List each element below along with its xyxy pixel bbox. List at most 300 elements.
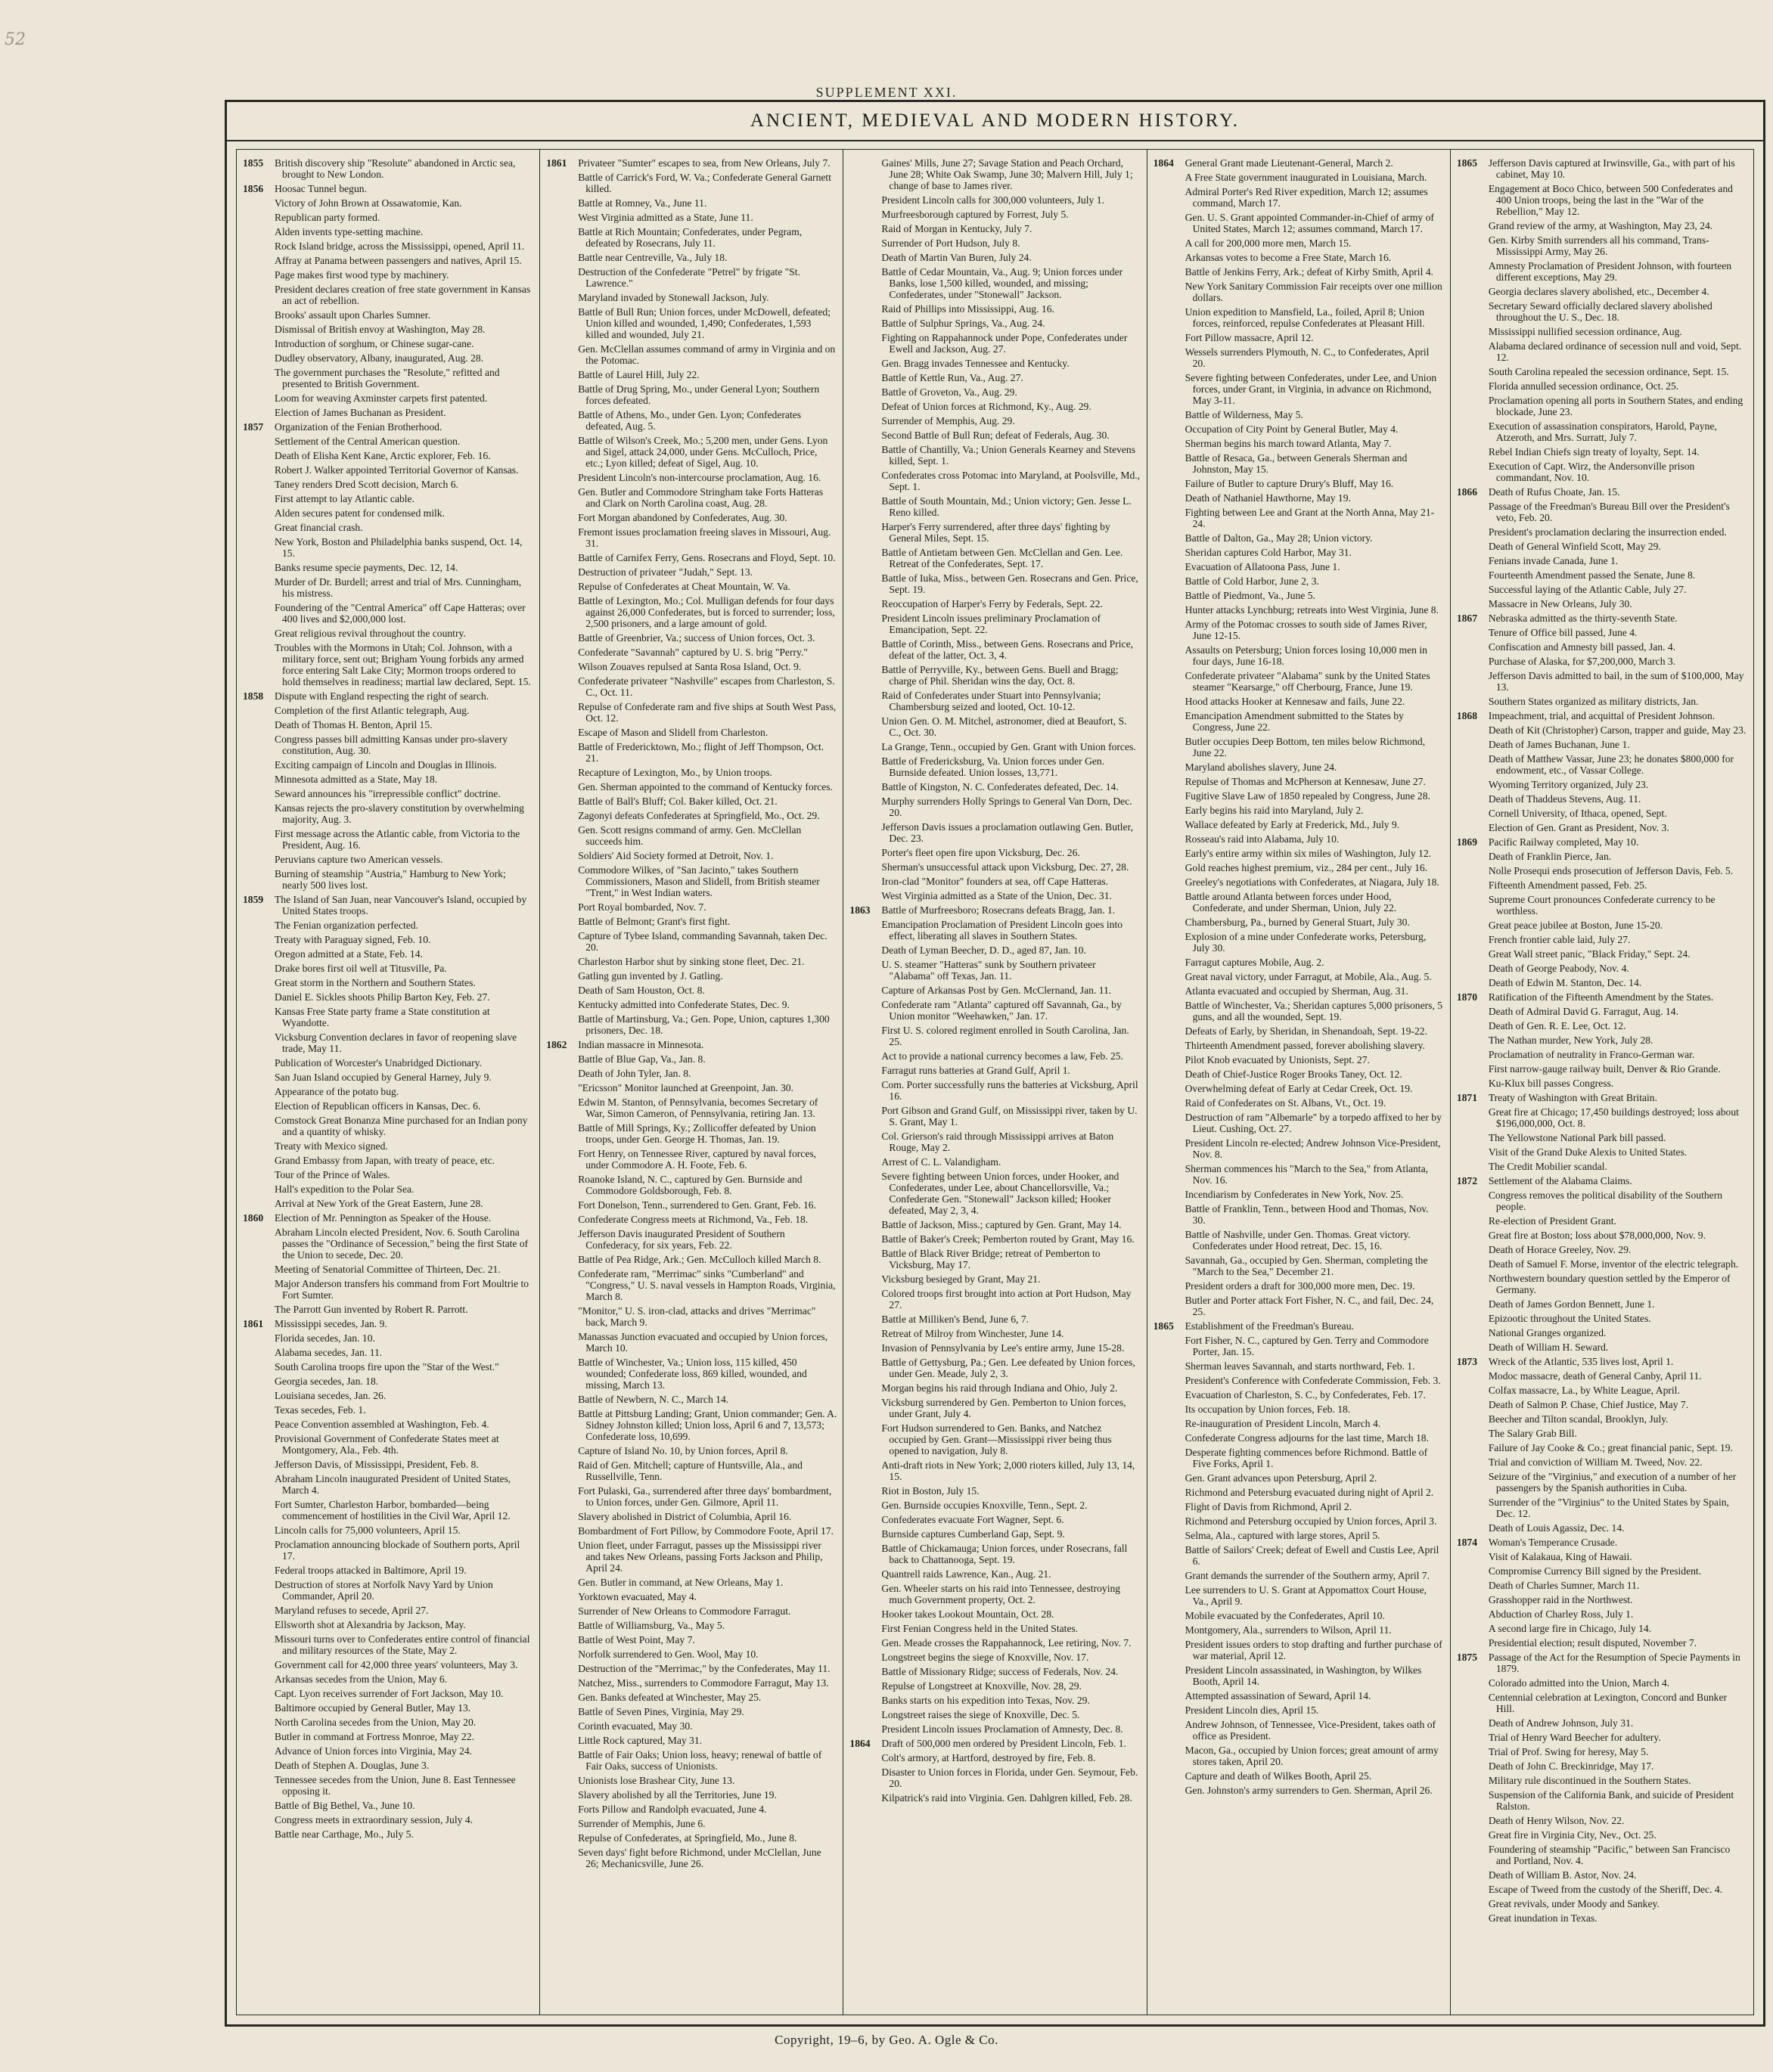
entry-text: Draft of 500,000 men ordered by President Lincoln, Feb. 1. [881, 1738, 1126, 1749]
entry-text: Great Wall street panic, "Black Friday," Sept. 24. [1488, 948, 1691, 960]
timeline-entry [1154, 1418, 1444, 1429]
timeline-entry [1154, 590, 1444, 601]
entry-text: Battle of Sailors' Creek; defeat of Ewell and Custis Lee, April 6. [1185, 1544, 1439, 1567]
timeline-entry [243, 255, 533, 266]
entry-text: Great fire at Chicago; 17,450 buildings destroyed; loss about $196,000,000, Oct. 8. [1488, 1106, 1739, 1129]
timeline-entry [849, 1608, 1140, 1620]
entry-text: Battle of Cedar Mountain, Va., Aug. 9; Union forces under Banks, lose 1,500 killed, wounded, and missing; Confederates, under "Stonewall" Jackson. [881, 266, 1123, 300]
entry-text: The Credit Mobilier scandal. [1488, 1161, 1607, 1172]
entry-text: Yorktown evacuated, May 4. [578, 1591, 697, 1602]
timeline-entry [849, 1342, 1140, 1354]
entry-text: Roanoke Island, N. C., captured by Gen. Burnside and Commodore Goldsborough, Feb. 8. [578, 1174, 803, 1196]
entry-text: Gen. Banks defeated at Winchester, May 25. [578, 1692, 762, 1703]
entry-text: Longstreet raises the siege of Knoxville, Dec. 5. [881, 1709, 1080, 1720]
entry-text: Longstreet begins the siege of Knoxville, Nov. 17. [881, 1652, 1089, 1663]
timeline-entry [243, 1633, 533, 1656]
timeline-entry [849, 847, 1140, 858]
timeline-entry [1457, 808, 1747, 819]
timeline-entry [243, 1100, 533, 1112]
entry-text: Georgia secedes, Jan. 18. [275, 1376, 379, 1387]
timeline-entry [1154, 891, 1444, 913]
timeline-entry [849, 430, 1140, 441]
timeline-entry [1154, 1639, 1444, 1661]
entry-text: Burning of steamship "Austria," Hamburg to New York; nearly 500 lives lost. [275, 868, 506, 891]
entry-text: Battle of Kingston, N. C. Confederates defeated, Dec. 14. [881, 781, 1119, 793]
entry-text: Death of General Winfield Scott, May 29. [1488, 541, 1661, 552]
entry-text: Escape of Tweed from the custody of the Sheriff, Dec. 4. [1488, 1884, 1723, 1895]
entry-text: Battle of Winchester, Va.; Sheridan captures 5,000 prisoners, 5 guns, and all the wounded, Sept. 19. [1185, 1000, 1443, 1022]
entry-text: Burnside captures Cumberland Gap, Sept. 9. [881, 1528, 1065, 1540]
entry-text: Destruction of ram "Albemarle" by a torpedo affixed to her by Lieut. Cushing, Oct. 27. [1185, 1112, 1442, 1134]
entry-year: 1862 [546, 1039, 567, 1050]
entry-text: Evacuation of Charleston, S. C., by Confederates, Feb. 17. [1185, 1389, 1426, 1400]
timeline-entry [1457, 1063, 1747, 1075]
timeline-entry [243, 1031, 533, 1054]
timeline-entry [849, 332, 1140, 355]
timeline-entry [546, 1053, 837, 1065]
entry-text: Repulse of Longstreet at Knoxville, Nov. 28, 29. [881, 1680, 1082, 1692]
timeline-entry [546, 1804, 837, 1815]
entry-text: Appearance of the potato bug. [275, 1086, 399, 1097]
timeline-entry [1457, 461, 1747, 483]
timeline-entry [243, 309, 533, 321]
timeline-entry [1457, 1006, 1747, 1017]
timeline-entry [546, 796, 837, 807]
timeline-entry [243, 522, 533, 533]
timeline-entry [546, 1357, 837, 1391]
timeline-entry [1154, 1785, 1444, 1796]
entry-text: Fugitive Slave Law of 1850 repealed by Congress, June 28. [1185, 790, 1430, 802]
timeline-entry [243, 367, 533, 389]
entry-text: Woman's Temperance Crusade. [1488, 1537, 1618, 1548]
entry-text: Great inundation in Texas. [1488, 1912, 1598, 1924]
timeline-entry [1457, 865, 1747, 876]
timeline-entry [849, 598, 1140, 610]
entry-year: 1869 [1456, 836, 1477, 848]
timeline-entry [1457, 157, 1747, 180]
timeline-entry [243, 734, 533, 756]
timeline-entry [546, 1735, 837, 1746]
entry-text: Trial and conviction of William M. Tweed, Nov. 22. [1488, 1456, 1703, 1468]
timeline-entry [1457, 1522, 1747, 1534]
timeline-entry [849, 1459, 1140, 1482]
entry-text: Jefferson Davis admitted to bail, in the sum of $100,000, May 13. [1488, 670, 1744, 693]
timeline-entry [546, 1096, 837, 1119]
timeline-entry [1154, 876, 1444, 888]
timeline-entry [1154, 1255, 1444, 1277]
timeline-column [1147, 150, 1451, 2015]
timeline-entry [243, 690, 533, 702]
entry-text: Death of Admiral David G. Farragut, Aug. 14. [1488, 1006, 1678, 1017]
timeline-entry [1154, 547, 1444, 558]
entry-text: Battle of Franklin, Tenn., between Hood and Thomas, Nov. 30. [1185, 1203, 1429, 1226]
entry-text: Death of Louis Agassiz, Dec. 14. [1488, 1522, 1625, 1534]
entry-text: Slavery abolished by all the Territories, June 19. [578, 1789, 777, 1801]
entry-text: Death of Horace Greeley, Nov. 29. [1488, 1244, 1632, 1255]
timeline-entry [849, 959, 1140, 982]
timeline-entry [1457, 779, 1747, 790]
entry-text: Fort Fisher, N. C., captured by Gen. Terry and Commodore Porter, Jan. 15. [1185, 1335, 1429, 1357]
timeline-entry [243, 1227, 533, 1261]
entry-text: Battle of West Point, May 7. [578, 1634, 695, 1646]
timeline-entry [1457, 395, 1747, 417]
entry-text: Surrender of the "Virginius" to the United States by Spain, Dec. 12. [1488, 1497, 1729, 1519]
entry-text: Pilot Knob evacuated by Unionists, Sept. 27. [1185, 1054, 1370, 1065]
entry-text: Battle of Black River Bridge; retreat of Pemberton to Vicksburg, May 17. [881, 1248, 1101, 1270]
timeline-entry [546, 1214, 837, 1225]
timeline-entry [1154, 1163, 1444, 1186]
entry-text: The Salary Grab Bill. [1488, 1428, 1577, 1439]
entry-text: Union expedition to Mansfield, La., foiled, April 8; Union forces, reinforced, repulse Confederates at Pleasant Hill. [1185, 306, 1425, 329]
entry-text: Little Rock captured, May 31. [578, 1735, 703, 1746]
entry-text: Richmond and Petersburg occupied by Union forces, April 3. [1185, 1515, 1437, 1527]
timeline-entry [243, 1579, 533, 1602]
timeline-entry [546, 1525, 837, 1537]
timeline-entry [1154, 1447, 1444, 1469]
timeline-entry [1154, 1097, 1444, 1109]
timeline-entry [1154, 819, 1444, 830]
entry-text: Presidential election; result disputed, November 7. [1488, 1637, 1697, 1649]
timeline-entry [1154, 372, 1444, 406]
entry-text: Atlanta evacuated and occupied by Sherman, Aug. 31. [1185, 985, 1408, 997]
entry-text: First attempt to lay Atlantic cable. [275, 493, 415, 504]
entry-text: Treaty with Paraguay signed, Feb. 10. [275, 934, 431, 945]
entry-text: Ellsworth shot at Alexandria by Jackson, May. [275, 1619, 466, 1630]
entry-year: 1867 [1456, 613, 1477, 624]
entry-text: Dudley observatory, Albany, inaugurated, Aug. 28. [275, 352, 484, 364]
entry-text: Hall's expedition to the Polar Sea. [275, 1183, 415, 1195]
timeline-entry [546, 343, 837, 366]
timeline-entry [243, 977, 533, 988]
entry-text: Jefferson Davis inaugurated President of Southern Confederacy, for six years, Feb. 22. [578, 1228, 785, 1251]
timeline-entry [243, 576, 533, 599]
entry-text: Invasion of Pennsylvania by Lee's entire army, June 15-28. [881, 1342, 1125, 1354]
entry-text: Introduction of sorghum, or Chinese sugar-cane. [275, 338, 474, 349]
timeline-entry [1154, 957, 1444, 968]
entry-text: Battle of Belmont; Grant's first fight. [578, 916, 731, 927]
entry-text: Chambersburg, Pa., burned by General Stuart, July 30. [1185, 917, 1410, 928]
timeline-entry [243, 788, 533, 799]
timeline-entry [243, 1829, 533, 1840]
entry-text: Page makes first wood type by machinery. [275, 269, 449, 281]
entry-text: Capture of Arkansas Post by Gen. McClernand, Jan. 11. [881, 985, 1112, 996]
entry-text: Battle of Missionary Ridge; success of Federals, Nov. 24. [881, 1666, 1119, 1677]
timeline-entry [1457, 1244, 1747, 1255]
timeline-entry [1154, 452, 1444, 475]
timeline-entry [243, 1376, 533, 1387]
timeline-entry [243, 269, 533, 281]
entry-text: Fighting between Lee and Grant at the North Anna, May 21-24. [1185, 507, 1435, 529]
entry-text: Defeat of Union forces at Richmond, Ky., Aug. 29. [881, 401, 1091, 412]
entry-text: New York, Boston and Philadelphia banks suspend, Oct. 14, 15. [275, 536, 523, 559]
entry-text: Death of Nathaniel Hawthorne, May 19. [1185, 492, 1351, 504]
timeline-entry [849, 547, 1140, 569]
timeline-entry [849, 266, 1140, 300]
timeline-entry [1457, 1413, 1747, 1425]
timeline-entry [849, 386, 1140, 398]
entry-text: Destruction of stores at Norfolk Navy Yard by Union Commander, April 20. [275, 1579, 493, 1602]
entry-text: Abraham Lincoln inaugurated President of United States, March 4. [275, 1473, 511, 1496]
timeline-entry [849, 690, 1140, 712]
entry-text: Greeley's negotiations with Confederates, at Niagara, July 18. [1185, 876, 1439, 888]
timeline-entry [243, 1731, 533, 1742]
entry-text: Raid of Morgan in Kentucky, July 7. [881, 223, 1032, 234]
timeline-entry [1457, 1106, 1747, 1129]
timeline-entry [849, 1382, 1140, 1394]
timeline-entry [849, 944, 1140, 956]
entry-text: Hoosac Tunnel begun. [275, 183, 367, 194]
timeline-entry [849, 1514, 1140, 1525]
entry-text: Battle near Carthage, Mo., July 5. [275, 1829, 414, 1840]
entry-text: Repulse of Thomas and McPherson at Kennesaw, June 27. [1185, 776, 1426, 787]
timeline-entry [1154, 575, 1444, 587]
timeline-entry [1457, 286, 1747, 297]
entry-text: President Lincoln re-elected; Andrew Johnson Vice-President, Nov. 8. [1185, 1137, 1441, 1160]
timeline-entry [243, 1800, 533, 1811]
timeline-entry [1457, 1313, 1747, 1324]
timeline-entry [1154, 1335, 1444, 1357]
timeline-entry [546, 647, 837, 658]
entry-text: Vicksburg Convention declares in favor of reopening slave trade, May 11. [275, 1031, 517, 1054]
timeline-entry [546, 1692, 837, 1703]
timeline-entry [849, 318, 1140, 329]
timeline-entry [1457, 1020, 1747, 1031]
timeline-entry [1457, 851, 1747, 862]
timeline-entry [1457, 598, 1747, 610]
timeline-entry [1457, 326, 1747, 337]
timeline-entry [546, 252, 837, 263]
timeline-entry [546, 956, 837, 967]
entry-text: President Lincoln issues preliminary Proclamation of Emancipation, Sept. 22. [881, 613, 1101, 635]
entry-text: Battle of Fair Oaks; Union loss, heavy; renewal of battle of Fair Oaks, success of Unionists. [578, 1749, 822, 1772]
timeline-entry [243, 197, 533, 209]
entry-text: Morgan begins his raid through Indiana and Ohio, July 2. [881, 1382, 1118, 1394]
timeline-entry [1457, 526, 1747, 538]
timeline-columns [237, 150, 1753, 2015]
entry-text: The Yellowstone National Park bill passed. [1488, 1132, 1666, 1143]
timeline-entry [243, 562, 533, 573]
timeline-entry [1154, 1040, 1444, 1051]
entry-text: Battle of Resaca, Ga., between Generals Sherman and Johnston, May 15. [1185, 452, 1408, 475]
entry-text: Capture of Island No. 10, by Union forces, April 8. [578, 1445, 788, 1456]
timeline-entry [849, 415, 1140, 426]
entry-text: Florida secedes, Jan. 10. [275, 1332, 375, 1344]
entry-text: Death of Elisha Kent Kane, Arctic explorer, Feb. 16. [275, 450, 491, 461]
timeline-entry [243, 1619, 533, 1630]
entry-text: South Carolina troops fire upon the "Star of the West." [275, 1361, 499, 1373]
timeline-entry [1457, 1869, 1747, 1881]
timeline-entry [1154, 1704, 1444, 1716]
timeline-entry [1457, 1327, 1747, 1338]
timeline-entry [849, 223, 1140, 234]
entry-text: Death of Martin Van Buren, July 24. [881, 252, 1032, 263]
timeline-entry [849, 237, 1140, 249]
timeline-entry [849, 638, 1140, 661]
timeline-entry [1154, 862, 1444, 873]
entry-text: Battle of Bull Run; Union forces, under McDowell, defeated; Union killed and wounded, 1,490; Confederates, 1,593 killed and wounded, July 21. [578, 306, 831, 340]
timeline-entry [546, 1228, 837, 1251]
timeline-entry [849, 904, 1140, 916]
timeline-entry [243, 536, 533, 559]
entry-text: Reoccupation of Harper's Ferry by Federals, Sept. 22. [881, 598, 1103, 610]
timeline-entry [243, 1006, 533, 1028]
timeline-entry [546, 1511, 837, 1522]
entry-text: Vicksburg surrendered by Gen. Pemberton to Union forces, under Grant, July 4. [881, 1397, 1126, 1419]
entry-year: 1864 [1153, 157, 1174, 169]
entry-text: Mobile evacuated by the Confederates, April 10. [1185, 1610, 1385, 1621]
timeline-entry [1457, 894, 1747, 917]
timeline-entry [546, 781, 837, 793]
entry-text: Impeachment, trial, and acquittal of President Johnson. [1488, 710, 1716, 721]
timeline-entry [546, 172, 837, 194]
timeline-entry [1457, 1580, 1747, 1591]
timeline-entry [1154, 507, 1444, 529]
entry-text: Battle of Jackson, Miss.; captured by Gen. Grant, May 14. [881, 1219, 1122, 1230]
timeline-entry [1457, 1789, 1747, 1812]
timeline-entry [546, 409, 837, 432]
entry-text: Great financial crash. [275, 522, 363, 533]
entry-text: Provisional Government of Confederate States meet at Montgomery, Ala., Feb. 4th. [275, 1433, 499, 1456]
entry-text: Its occupation by Union forces, Feb. 18. [1185, 1404, 1351, 1415]
entry-text: Surrender of Port Hudson, July 8. [881, 237, 1020, 249]
entry-text: New York Sanitary Commission Fair receipts over one million dollars. [1185, 281, 1442, 303]
entry-text: Savannah, Ga., occupied by Gen. Sherman, completing the "March to the Sea," December 21. [1185, 1255, 1428, 1277]
entry-text: Indian massacre in Minnesota. [578, 1039, 704, 1050]
timeline-entry [849, 209, 1140, 220]
entry-text: Occupation of City Point by General Butler, May 4. [1185, 423, 1399, 435]
timeline-entry [1154, 917, 1444, 928]
timeline-entry [849, 1131, 1140, 1153]
entry-text: Battle of Lexington, Mo.; Col. Mulligan defends for four days against 26,000 Confederates, but is forced to surrender; loss, 2,500 prisoners, and a large amount of gold. [578, 595, 835, 629]
timeline-entry [1154, 1189, 1444, 1200]
entry-text: North Carolina secedes from the Union, May 20. [275, 1717, 477, 1728]
timeline-entry [243, 1115, 533, 1137]
entry-text: Death of Samuel F. Morse, inventor of the electric telegraph. [1488, 1258, 1739, 1270]
entry-text: General Grant made Lieutenant-General, March 2. [1185, 157, 1393, 169]
entry-text: Government call for 42,000 three years' volunteers, May 3. [275, 1659, 518, 1670]
timeline-entry [849, 1792, 1140, 1804]
timeline-entry [1154, 761, 1444, 773]
entry-text: Gen. Johnston's army surrenders to Gen. Sherman, April 26. [1185, 1785, 1433, 1796]
timeline-entry [1154, 1472, 1444, 1484]
entry-text: Murfreesborough captured by Forrest, July 5. [881, 209, 1069, 220]
entry-text: National Granges organized. [1488, 1327, 1607, 1338]
entry-text: Re-election of President Grant. [1488, 1215, 1616, 1227]
entry-text: Richmond and Petersburg evacuated during night of April 2. [1185, 1487, 1434, 1498]
timeline-entry [1154, 1112, 1444, 1134]
entry-text: Defeats of Early, by Sheridan, in Shenandoah, Sept. 19-22. [1185, 1025, 1427, 1037]
entry-text: Georgia declares slavery abolished, etc., December 4. [1488, 286, 1709, 297]
timeline-entry [849, 1695, 1140, 1706]
entry-text: Fighting on Rappahannock under Pope, Confederates under Ewell and Jackson, Aug. 27. [881, 332, 1128, 355]
timeline-entry [1154, 1432, 1444, 1444]
timeline-entry [243, 705, 533, 716]
entry-text: Proclamation of neutrality in Franco-German war. [1488, 1049, 1695, 1060]
entry-text: Advance of Union forces into Virginia, May 24. [275, 1745, 473, 1757]
entry-text: Passage of the Act for the Resumption of Specie Payments in 1879. [1488, 1652, 1740, 1674]
timeline-entry [1154, 710, 1444, 733]
entry-text: Gen. U. S. Grant appointed Commander-in-Chief of army of United States, March 12; assumes command, March 17. [1185, 212, 1434, 234]
timeline-entry [1154, 1745, 1444, 1767]
timeline-entry [1154, 252, 1444, 263]
entry-text: Seven days' fight before Richmond, under McClellan, June 26; Mechanicsville, June 26. [578, 1847, 821, 1869]
entry-text: Congress meets in extraordinary session, July 4. [275, 1814, 474, 1825]
entry-text: Battle of Sulphur Springs, Va., Aug. 24. [881, 318, 1045, 329]
entry-text: "Monitor," U. S. iron-clad, attacks and drives "Merrimac" back, March 9. [578, 1305, 816, 1328]
entry-text: Battle of South Mountain, Md.; Union victory; Gen. Jesse L. Reno killed. [881, 495, 1132, 518]
timeline-entry [1457, 1456, 1747, 1468]
timeline-entry [546, 675, 837, 698]
timeline-entry [1154, 1664, 1444, 1687]
timeline-entry [1457, 1215, 1747, 1227]
timeline-entry [849, 664, 1140, 687]
entry-text: Nebraska admitted as the thirty-seventh State. [1488, 613, 1678, 624]
timeline-entry [849, 755, 1140, 778]
entry-text: Emancipation Amendment submitted to the States by Congress, June 22. [1185, 710, 1404, 733]
timeline-entry [546, 1775, 837, 1786]
timeline-entry [243, 948, 533, 960]
entry-text: Colt's armory, at Hartford, destroyed by fire, Feb. 8. [881, 1752, 1096, 1763]
entry-text: Colored troops first brought into action at Port Hudson, May 27. [881, 1288, 1132, 1311]
timeline-entry [243, 183, 533, 194]
timeline-entry [546, 1847, 837, 1869]
timeline-entry [1154, 604, 1444, 616]
timeline-entry [243, 1404, 533, 1416]
timeline-entry [1154, 306, 1444, 329]
entry-text: Peace Convention assembled at Washington, Feb. 4. [275, 1419, 489, 1430]
timeline-entry [546, 266, 837, 289]
timeline-entry [849, 1233, 1140, 1245]
entry-year: 1870 [1456, 991, 1477, 1003]
timeline-entry [1457, 1428, 1747, 1439]
entry-text: Gen. Sherman appointed to the command of Kentucky forces. [578, 781, 833, 793]
timeline-entry [243, 352, 533, 364]
entry-text: Porter's fleet open fire upon Vicksburg, Dec. 26. [881, 847, 1080, 858]
entry-text: Forts Pillow and Randolph evacuated, June 4. [578, 1804, 767, 1815]
entry-text: Sherman commences his "March to the Sea," from Atlanta, Nov. 16. [1185, 1163, 1429, 1186]
timeline-entry [1457, 486, 1747, 498]
timeline-entry [849, 1273, 1140, 1285]
entry-text: Battle of Carrick's Ford, W. Va.; Confederate General Garnett killed. [578, 172, 831, 194]
timeline-entry [849, 1314, 1140, 1325]
entry-text: Fort Donelson, Tenn., surrendered to Gen. Grant, Feb. 16. [578, 1199, 816, 1211]
timeline-entry [849, 999, 1140, 1022]
entry-text: Election of James Buchanan as President. [275, 407, 446, 418]
entry-text: The government purchases the "Resolute," refitted and presented to British Government. [275, 367, 500, 389]
timeline-entry [1457, 501, 1747, 523]
entry-text: Pacific Railway completed, May 10. [1488, 836, 1639, 848]
entry-text: Mississippi secedes, Jan. 9. [275, 1318, 387, 1329]
entry-text: Wessels surrenders Plymouth, N. C., to Confederates, April 20. [1185, 346, 1430, 369]
entry-text: Gold reaches highest premium, viz., 284 per cent., July 16. [1185, 862, 1428, 873]
entry-text: Modoc massacre, death of General Canby, April 11. [1488, 1370, 1702, 1382]
timeline-entry [546, 552, 837, 563]
entry-text: Death of Salmon P. Chase, Chief Justice, May 7. [1488, 1399, 1689, 1410]
timeline-entry [546, 1540, 837, 1574]
entry-text: Recapture of Lexington, Mo., by Union troops. [578, 767, 772, 778]
entry-text: Supreme Court pronounces Confederate currency to be worthless. [1488, 894, 1716, 917]
entry-text: Seward announces his "irrepressible conflict" doctrine. [275, 788, 501, 799]
timeline-entry [243, 828, 533, 851]
timeline-entry [1457, 1356, 1747, 1367]
timeline-entry [849, 781, 1140, 793]
entry-text: Settlement of the Alabama Claims. [1488, 1175, 1632, 1186]
entry-text: Quantrell raids Lawrence, Kan., Aug. 21. [881, 1568, 1051, 1580]
entry-text: Northwestern boundary question settled by the Emperor of Germany. [1488, 1273, 1731, 1295]
entry-text: The Island of San Juan, near Vancouver's Island, occupied by United States troops. [275, 894, 527, 917]
timeline-entry [1154, 776, 1444, 787]
entry-text: Death of Thomas H. Benton, April 15. [275, 719, 433, 730]
